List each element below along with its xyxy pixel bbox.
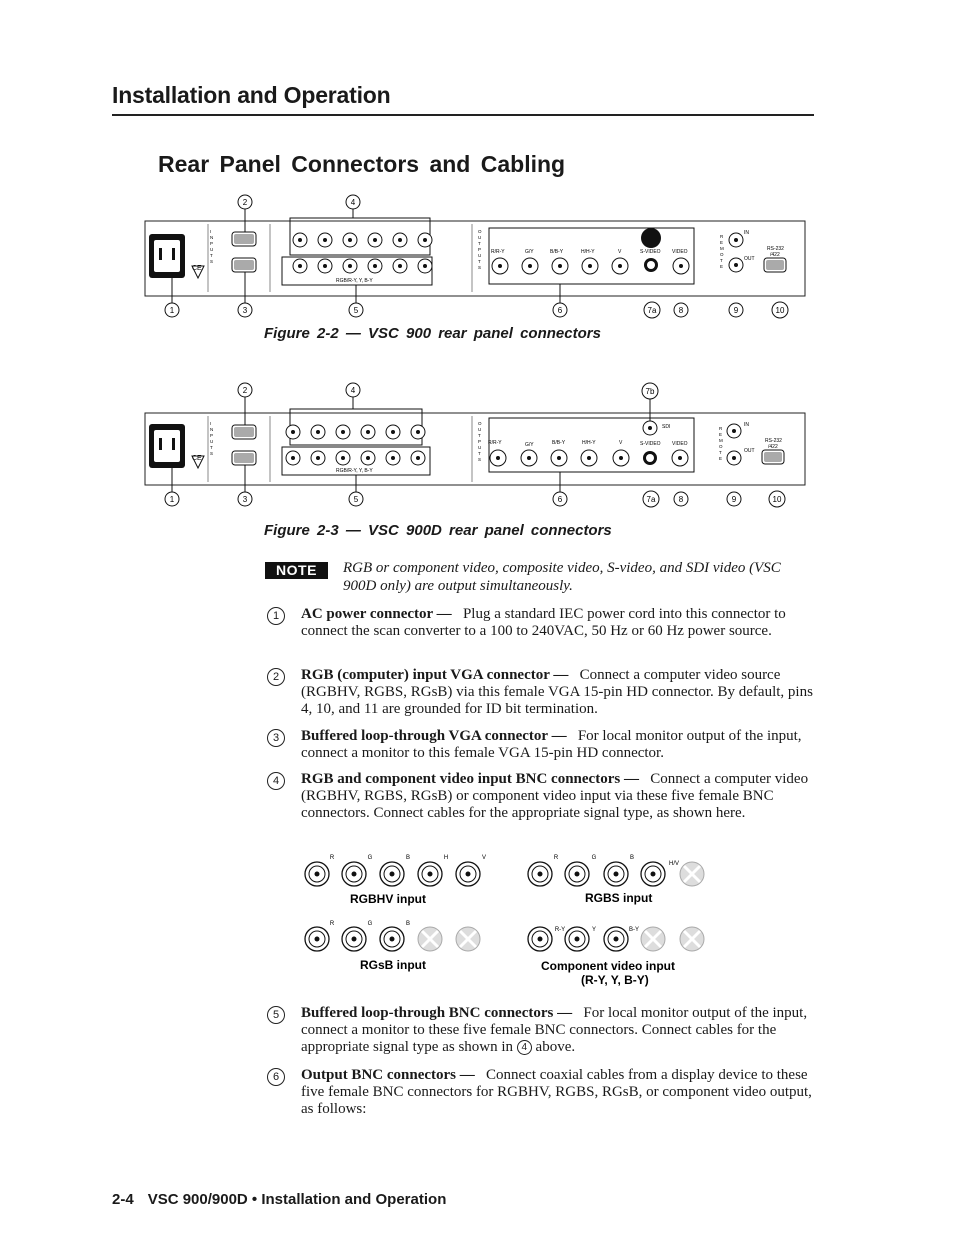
- svg-text:B: B: [405, 855, 411, 861]
- footer-text: VSC 900/900D • Installation and Operation: [147, 1191, 447, 1208]
- svg-text:SDI: SDI: [662, 424, 671, 430]
- svg-text:OUT: OUT: [744, 448, 755, 454]
- svg-text:RS-232: RS-232: [765, 438, 782, 444]
- item-number-6: 6: [267, 1068, 285, 1086]
- svg-text:RGsB input: RGsB input: [360, 958, 426, 972]
- svg-text:T: T: [719, 450, 722, 455]
- page-footer: [112, 1191, 446, 1208]
- svg-text:H: H: [443, 855, 449, 861]
- svg-text:6: 6: [557, 495, 563, 504]
- svg-text:CE: CE: [192, 455, 202, 462]
- svg-text:R/R-Y: R/R-Y: [491, 249, 505, 255]
- item-loop-vga: Buffered loop-through VGA connector — For local monitor output of the input, connect a monitor to this female VGA 15-pin HD connector.: [301, 728, 802, 761]
- svg-text:5: 5: [353, 495, 359, 504]
- svg-text:6: 6: [557, 306, 563, 315]
- svg-text:4: 4: [350, 386, 356, 395]
- svg-text:7b: 7b: [645, 387, 655, 396]
- item-number-5: 5: [267, 1006, 285, 1024]
- svg-text:1: 1: [169, 495, 175, 504]
- svg-text:P: P: [210, 241, 214, 246]
- svg-text:RGB/R-Y, Y, B-Y: RGB/R-Y, Y, B-Y: [336, 278, 373, 284]
- section-title: Installation and Operation: [112, 82, 391, 108]
- svg-text:8: 8: [678, 306, 684, 315]
- svg-text:T: T: [478, 259, 481, 264]
- svg-text:VIDEO: VIDEO: [672, 249, 688, 255]
- svg-text:I: I: [210, 421, 212, 426]
- svg-text:V: V: [481, 855, 487, 861]
- svg-text:S: S: [210, 451, 214, 456]
- svg-text:IN: IN: [744, 422, 749, 428]
- svg-text:V: V: [619, 440, 623, 446]
- svg-text:U: U: [210, 247, 214, 252]
- page-heading: Rear Panel Connectors and Cabling: [158, 151, 566, 177]
- svg-text:E: E: [720, 264, 724, 269]
- svg-text:S: S: [478, 265, 482, 270]
- svg-text:P: P: [478, 439, 482, 444]
- svg-text:G: G: [367, 855, 373, 861]
- item-number-3: 3: [267, 729, 285, 747]
- svg-text:R/R-Y: R/R-Y: [488, 440, 502, 446]
- svg-text:O: O: [719, 444, 723, 449]
- svg-text:4: 4: [350, 198, 356, 207]
- figure-caption-1: Figure 2-2 — VSC 900 rear panel connectors: [264, 325, 601, 342]
- svg-text:(R-Y, Y, B-Y): (R-Y, Y, B-Y): [581, 973, 649, 987]
- svg-text:S: S: [210, 259, 214, 264]
- svg-text:B/B-Y: B/B-Y: [552, 440, 566, 446]
- svg-text:3: 3: [242, 495, 248, 504]
- input-type-diagrams: [298, 850, 718, 990]
- svg-text:8: 8: [678, 495, 684, 504]
- svg-text:N: N: [210, 235, 214, 240]
- figure-vsc900-panel: [140, 188, 820, 320]
- svg-text:G/Y: G/Y: [525, 442, 534, 448]
- svg-text:U: U: [478, 445, 482, 450]
- svg-text:Y: Y: [591, 927, 597, 933]
- svg-text:/422: /422: [770, 252, 780, 258]
- svg-text:/422: /422: [768, 444, 778, 450]
- item-loop-bnc: Buffered loop-through BNC connectors — For local monitor output of the input, connect a monitor to these five female BNC connectors. Connect cables for the appropriate signal type as shown in 4 above.: [301, 1005, 808, 1055]
- svg-text:P: P: [478, 247, 482, 252]
- svg-text:9: 9: [731, 495, 737, 504]
- svg-text:RGBS input: RGBS input: [585, 891, 653, 905]
- svg-text:U: U: [478, 253, 482, 258]
- svg-text:Component video input: Component video input: [541, 959, 675, 973]
- svg-text:T: T: [210, 445, 213, 450]
- svg-text:B: B: [405, 921, 411, 927]
- svg-text:10: 10: [775, 306, 785, 315]
- svg-text:9: 9: [733, 306, 739, 315]
- svg-text:RGB/R-Y, Y, B-Y: RGB/R-Y, Y, B-Y: [336, 468, 373, 474]
- svg-text:R: R: [329, 855, 335, 861]
- svg-text:H/H-Y: H/H-Y: [581, 249, 595, 255]
- svg-text:T: T: [478, 241, 481, 246]
- svg-text:E: E: [719, 432, 723, 437]
- title-rule: [112, 114, 814, 116]
- svg-text:RGBHV input: RGBHV input: [350, 892, 426, 906]
- svg-text:2: 2: [242, 198, 248, 207]
- svg-text:3: 3: [242, 306, 248, 315]
- svg-text:2: 2: [242, 386, 248, 395]
- item-number-2: 2: [267, 668, 285, 686]
- svg-text:O: O: [720, 252, 724, 257]
- svg-text:S-VIDEO: S-VIDEO: [640, 249, 661, 255]
- item-rgb-vga-input: RGB (computer) input VGA connector — Connect a computer video source (RGBHV, RGBS, RGsB) via this female VGA 15-pin HD connector. By default, pins 4, 10, and 11 are grounded for ID bit termination.: [301, 667, 813, 717]
- svg-text:B/B-Y: B/B-Y: [550, 249, 564, 255]
- svg-text:M: M: [720, 246, 724, 251]
- svg-text:M: M: [719, 438, 723, 443]
- svg-text:RS-232: RS-232: [767, 246, 784, 252]
- svg-text:T: T: [478, 433, 481, 438]
- svg-text:OUT: OUT: [744, 256, 755, 262]
- svg-text:7a: 7a: [646, 495, 656, 504]
- svg-text:E: E: [720, 240, 724, 245]
- svg-text:G: G: [591, 855, 597, 861]
- svg-text:R: R: [553, 855, 559, 861]
- svg-text:H/H-Y: H/H-Y: [582, 440, 596, 446]
- figure-caption-2: Figure 2-3 — VSC 900D rear panel connectors: [264, 522, 612, 539]
- svg-text:CE: CE: [192, 265, 202, 272]
- svg-text:VIDEO: VIDEO: [672, 441, 688, 447]
- svg-text:7a: 7a: [647, 306, 657, 315]
- svg-text:O: O: [478, 229, 482, 234]
- svg-text:R: R: [329, 921, 335, 927]
- svg-text:T: T: [720, 258, 723, 263]
- svg-text:R-Y: R-Y: [554, 927, 566, 933]
- svg-text:V: V: [618, 249, 622, 255]
- svg-text:U: U: [210, 439, 214, 444]
- svg-text:U: U: [478, 427, 482, 432]
- svg-text:G/Y: G/Y: [525, 249, 534, 255]
- svg-text:5: 5: [353, 306, 359, 315]
- svg-text:I: I: [210, 229, 212, 234]
- svg-text:T: T: [210, 253, 213, 258]
- svg-text:R: R: [720, 234, 724, 239]
- svg-text:E: E: [719, 456, 723, 461]
- item-number-4: 4: [267, 772, 285, 790]
- svg-text:T: T: [478, 451, 481, 456]
- svg-text:R: R: [719, 426, 723, 431]
- svg-text:B-Y: B-Y: [628, 927, 640, 933]
- item-bnc-input: RGB and component video input BNC connectors — Connect a computer video (RGBHV, RGBS, RGsB) or component video input via these five female BNC connectors. Connect cables for the appropriate signal type, as shown here.: [301, 771, 809, 821]
- svg-text:U: U: [478, 235, 482, 240]
- svg-text:10: 10: [772, 495, 782, 504]
- svg-text:H/V: H/V: [668, 861, 680, 867]
- item-output-bnc: Output BNC connectors — Connect coaxial cables from a display device to these five female BNC connectors for RGBHV, RGBS, RGsB, or component video output, as follows:: [301, 1067, 812, 1117]
- svg-text:S: S: [478, 457, 482, 462]
- item-ref-4: 4: [517, 1040, 532, 1055]
- figure-vsc900d-panel: [140, 378, 820, 510]
- svg-text:S-VIDEO: S-VIDEO: [640, 441, 661, 447]
- svg-text:P: P: [210, 433, 214, 438]
- svg-text:G: G: [367, 921, 373, 927]
- page-number: 2-4: [112, 1191, 134, 1208]
- svg-text:1: 1: [169, 306, 175, 315]
- item-ac-power: AC power connector — Plug a standard IEC power cord into this connector to connect the scan converter to a 100 to 240VAC, 50 Hz or 60 Hz power source.: [301, 606, 786, 639]
- svg-text:IN: IN: [744, 230, 749, 236]
- svg-text:B: B: [629, 855, 635, 861]
- svg-text:O: O: [478, 421, 482, 426]
- svg-text:N: N: [210, 427, 214, 432]
- item-number-1: 1: [267, 607, 285, 625]
- note-text: RGB or component video, composite video, S-video, and SDI video (VSC 900D only) are output simultaneously.: [343, 560, 781, 594]
- note-badge: NOTE: [265, 562, 328, 579]
